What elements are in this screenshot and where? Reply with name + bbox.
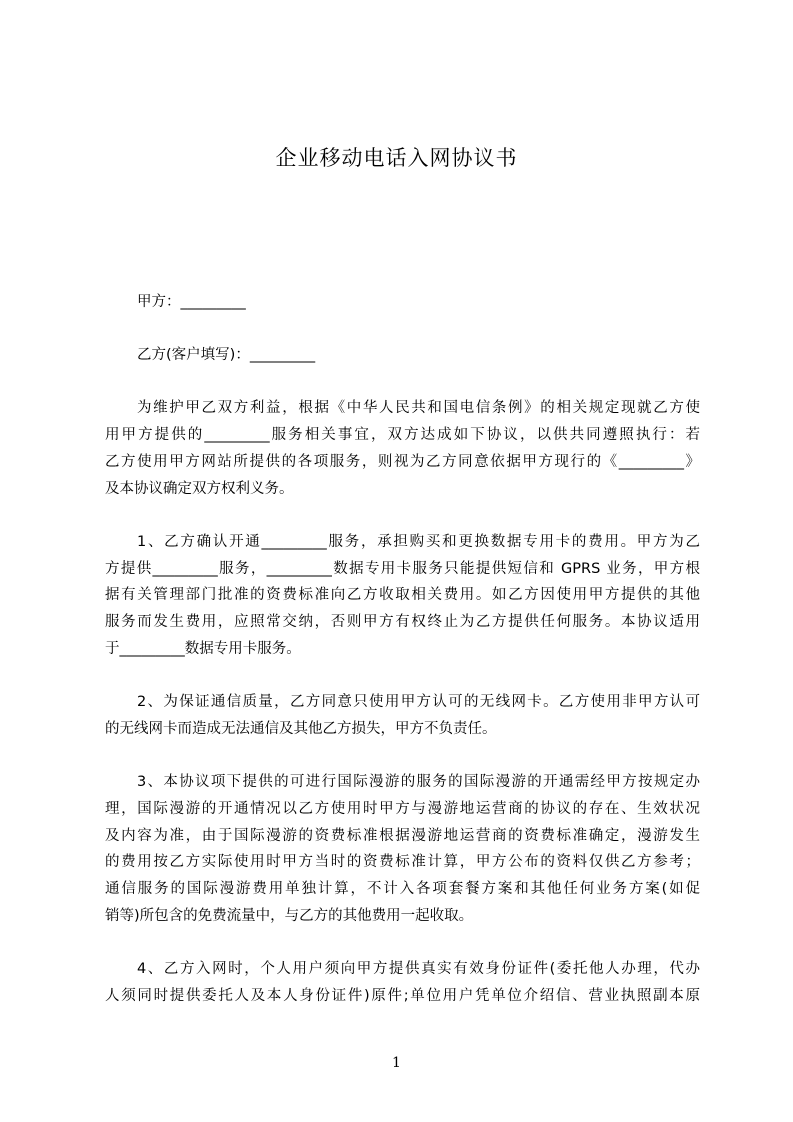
intro-line-3: 乙方使用甲方网站所提供的各项服务，则视为乙方同意依据甲方现行的《_________》 — [105, 454, 700, 470]
intro-line-4: 及本协议确定双方权利义务。 — [105, 481, 294, 497]
clause3-line-1: 3、本协议项下提供的可进行国际漫游的服务的国际漫游的开通需经甲方按规定办 — [137, 774, 700, 790]
document-title: 企业移动电话入网协议书 — [275, 146, 518, 170]
party-b-line: 乙方(客户填写)：_________ — [137, 347, 316, 363]
clause3-line-4: 的费用按乙方实际使用时甲方当时的资费标准计算，甲方公布的资料仅供乙方参考； — [105, 854, 700, 870]
clause4-line-1: 4、乙方入网时，个人用户须向甲方提供真实有效身份证件(委托他人办理，代办 — [137, 961, 700, 977]
page-number: 1 — [392, 1055, 401, 1071]
clause3-line-3: 及内容为准，由于国际漫游的资费标准根据漫游地运营商的资费标准确定，漫游发生 — [105, 828, 700, 844]
clause1-line-1: 1、乙方确认开通_________服务，承担购买和更换数据专用卡的费用。甲方为乙 — [137, 534, 700, 550]
clause3-line-6: 销等)所包含的免费流量中，与乙方的其他费用一起收取。 — [105, 908, 474, 924]
clause2-line-1: 2、为保证通信质量，乙方同意只使用甲方认可的无线网卡。乙方使用非甲方认可 — [137, 694, 700, 710]
clause1-line-2: 方提供_________服务，_________数据专用卡服务只能提供短信和 GPRS 业务，甲方根 — [105, 561, 700, 577]
clause1-line-5: 于_________数据专用卡服务。 — [105, 641, 301, 657]
clause1-line-4: 服务而发生费用，应照常交纳，否则甲方有权终止为乙方提供任何服务。本协议适用 — [105, 614, 700, 630]
clause3-line-5: 通信服务的国际漫游费用单独计算，不计入各项套餐方案和其他任何业务方案(如促 — [105, 881, 700, 897]
party-a-line: 甲方：_________ — [137, 294, 246, 310]
clause1-line-3: 据有关管理部门批准的资费标准向乙方收取相关费用。如乙方因使用甲方提供的其他 — [105, 587, 700, 603]
intro-line-2: 用甲方提供的_________服务相关事宜，双方达成如下协议，以供共同遵照执行：若 — [105, 427, 700, 443]
clause3-line-2: 理，国际漫游的开通情况以乙方使用时甲方与漫游地运营商的协议的存在、生效状况 — [105, 801, 700, 817]
intro-line-1: 为维护甲乙双方利益，根据《中华人民共和国电信条例》的相关规定现就乙方使 — [137, 400, 700, 416]
clause2-line-2: 的无线网卡而造成无法通信及其他乙方损失，甲方不负责任。 — [105, 721, 497, 737]
clause4-line-2: 人须同时提供委托人及本人身份证件)原件;单位用户凭单位介绍信、营业执照副本原 — [105, 988, 700, 1004]
